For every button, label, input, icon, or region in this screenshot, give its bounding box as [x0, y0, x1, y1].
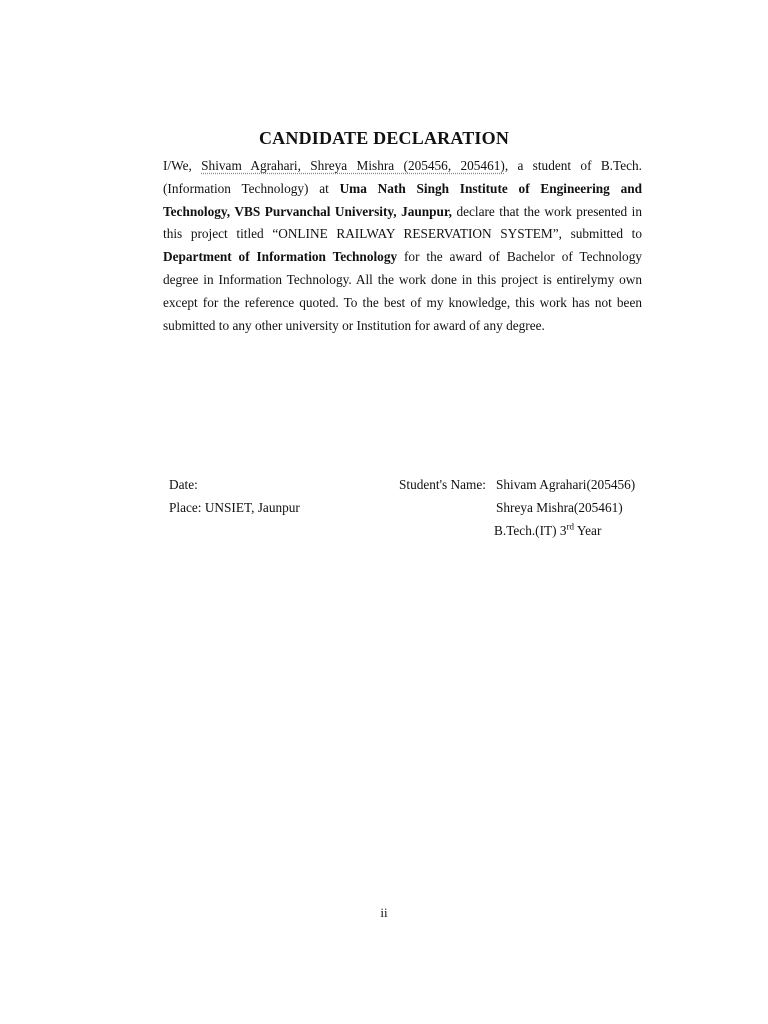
- candidate-names: Shivam Agrahari, Shreya Mishra (205456, 205461): [201, 158, 505, 173]
- paragraph-text-4: for the award of Bachelor of Technology degree in Information Technology. All the work done in this project is entirelymy own except for the reference quoted. To the best of my knowledge, this work has not been submitted to any other university or Institution for award of any degree.: [163, 249, 642, 333]
- program-year: [494, 520, 601, 543]
- page-title: CANDIDATE DECLARATION: [258, 128, 510, 148]
- program-ordinal: rd: [566, 521, 575, 532]
- declaration-paragraph: [163, 155, 642, 337]
- institute-name: Uma Nath Singh Institute of Engineering and Technology, VBS Purvanchal University, Jaunpur,: [163, 180, 643, 219]
- date-label: Date:: [169, 477, 198, 492]
- paragraph-text-3: declare that the work presented in this project titled “ONLINE RAILWAY RESERVATION SYSTEM”, submitted to: [163, 203, 643, 242]
- department-name: Department of Information Technology: [163, 249, 398, 265]
- page-number: ii: [380, 905, 388, 920]
- paragraph-text-2: , a student of B.Tech. (Information Technology) at: [163, 158, 642, 196]
- program-suffix: Year: [574, 523, 602, 538]
- student-name-1: Shivam Agrahari(205456): [496, 477, 636, 492]
- place-label: Place: UNSIET, Jaunpur: [169, 500, 300, 515]
- student-name-2: Shreya Mishra(205461): [496, 500, 623, 515]
- paragraph-text-1: I/We,: [163, 158, 202, 173]
- program-prefix: B.Tech.(IT) 3: [494, 523, 567, 538]
- student-name-label: Student's Name:: [399, 477, 486, 492]
